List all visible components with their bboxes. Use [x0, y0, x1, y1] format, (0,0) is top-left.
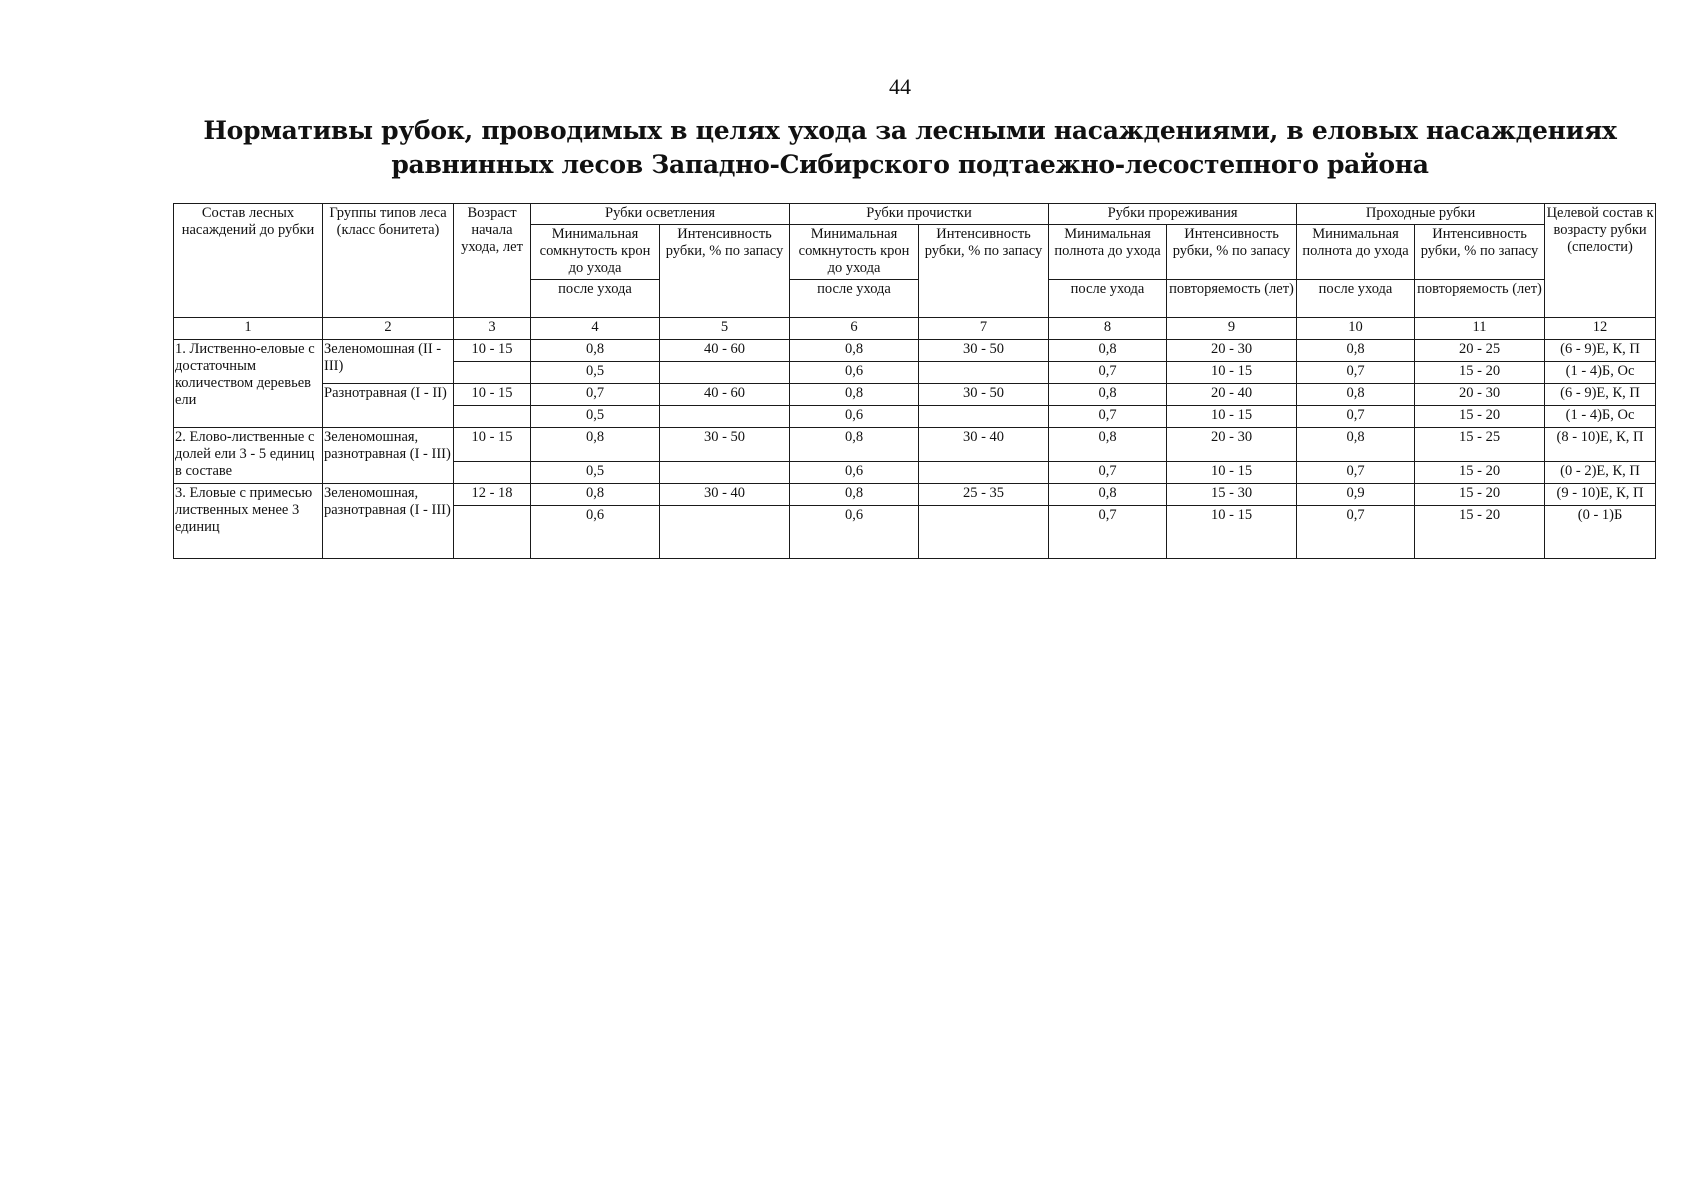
value-cell: 0,8	[1297, 340, 1415, 362]
value-cell: 15 - 20	[1415, 406, 1545, 428]
header-forest-type: Группы типов леса (класс бонитета)	[323, 204, 454, 318]
header-thinning-repeat: повторяемость (лет)	[1167, 280, 1297, 318]
age-cell	[454, 362, 531, 384]
value-cell: 30 - 50	[660, 428, 790, 462]
value-cell: 0,6	[790, 462, 919, 484]
age-cell: 10 - 15	[454, 384, 531, 406]
value-cell: 20 - 40	[1167, 384, 1297, 406]
target-cell: (0 - 2)Е, К, П	[1545, 462, 1656, 484]
value-cell: 0,8	[790, 428, 919, 462]
age-cell	[454, 462, 531, 484]
value-cell: 20 - 30	[1167, 428, 1297, 462]
value-cell	[660, 506, 790, 559]
forest-type-cell: Зеленомошная (II - III)	[323, 340, 454, 384]
title-line-2: равнинных лесов Западно-Сибирского подтаежно-лесостепного района	[391, 150, 1429, 179]
value-cell: 0,5	[531, 462, 660, 484]
column-number: 10	[1297, 318, 1415, 340]
value-cell	[660, 406, 790, 428]
target-cell: (9 - 10)Е, К, П	[1545, 484, 1656, 506]
value-cell: 0,8	[531, 340, 660, 362]
value-cell: 0,8	[790, 340, 919, 362]
value-cell: 0,7	[1297, 406, 1415, 428]
header-cleaning: Рубки прочистки	[790, 204, 1049, 225]
value-cell: 0,8	[790, 484, 919, 506]
value-cell: 0,8	[1049, 384, 1167, 406]
header-composition: Состав лесных насаждений до рубки	[174, 204, 323, 318]
value-cell	[919, 406, 1049, 428]
value-cell: 0,7	[1049, 406, 1167, 428]
column-number: 12	[1545, 318, 1656, 340]
value-cell: 30 - 50	[919, 384, 1049, 406]
composition-cell: 3. Еловые с примесью лиственных менее 3 единиц	[174, 484, 323, 559]
value-cell: 0,6	[790, 406, 919, 428]
target-cell: (1 - 4)Б, Ос	[1545, 406, 1656, 428]
page-title	[155, 114, 1665, 182]
value-cell: 0,8	[1297, 428, 1415, 462]
header-cleaning-after: после ухода	[790, 280, 919, 318]
value-cell: 0,8	[1049, 484, 1167, 506]
value-cell	[660, 462, 790, 484]
target-cell: (6 - 9)Е, К, П	[1545, 384, 1656, 406]
age-cell	[454, 506, 531, 559]
header-passage: Проходные рубки	[1297, 204, 1545, 225]
header-thinning-after: после ухода	[1049, 280, 1167, 318]
value-cell: 0,8	[531, 484, 660, 506]
age-cell: 12 - 18	[454, 484, 531, 506]
value-cell: 30 - 50	[919, 340, 1049, 362]
header-passage-intensity: Интенсивность рубки, % по запасу	[1415, 225, 1545, 280]
value-cell: 0,5	[531, 362, 660, 384]
composition-cell: 1. Лиственно-еловые с достаточным количеством деревьев ели	[174, 340, 323, 428]
target-cell: (6 - 9)Е, К, П	[1545, 340, 1656, 362]
header-cleaning-min-canopy: Минимальная сомкнутость крон до ухода	[790, 225, 919, 280]
value-cell: 0,7	[1049, 462, 1167, 484]
header-passage-repeat: повторяемость (лет)	[1415, 280, 1545, 318]
value-cell: 0,7	[1297, 506, 1415, 559]
header-clearing: Рубки осветления	[531, 204, 790, 225]
header-passage-after: после ухода	[1297, 280, 1415, 318]
value-cell: 0,6	[790, 362, 919, 384]
value-cell: 10 - 15	[1167, 362, 1297, 384]
value-cell: 0,8	[531, 428, 660, 462]
value-cell	[919, 462, 1049, 484]
value-cell: 15 - 20	[1415, 462, 1545, 484]
header-cleaning-intensity: Интенсивность рубки, % по запасу	[919, 225, 1049, 318]
forest-type-cell: Зеленомошная, разнотравная (I - III)	[323, 484, 454, 559]
column-number: 5	[660, 318, 790, 340]
column-number: 8	[1049, 318, 1167, 340]
value-cell: 0,5	[531, 406, 660, 428]
value-cell: 0,8	[790, 384, 919, 406]
target-cell: (1 - 4)Б, Ос	[1545, 362, 1656, 384]
value-cell: 25 - 35	[919, 484, 1049, 506]
age-cell	[454, 406, 531, 428]
value-cell: 15 - 20	[1415, 484, 1545, 506]
title-line-1: Нормативы рубок, проводимых в целях ухода за лесными насаждениями, в еловых насаждениях	[203, 116, 1617, 145]
value-cell: 40 - 60	[660, 384, 790, 406]
header-target: Целевой состав к возрасту рубки (спелости)	[1545, 204, 1656, 318]
column-number: 3	[454, 318, 531, 340]
value-cell: 0,7	[1297, 462, 1415, 484]
column-number: 1	[174, 318, 323, 340]
value-cell: 40 - 60	[660, 340, 790, 362]
value-cell: 20 - 25	[1415, 340, 1545, 362]
value-cell: 0,7	[1297, 362, 1415, 384]
page-number: 44	[889, 74, 911, 99]
header-passage-min-density: Минимальная полнота до ухода	[1297, 225, 1415, 280]
value-cell: 15 - 20	[1415, 362, 1545, 384]
column-number: 6	[790, 318, 919, 340]
value-cell: 10 - 15	[1167, 506, 1297, 559]
header-age: Возраст начала ухода, лет	[454, 204, 531, 318]
value-cell: 30 - 40	[660, 484, 790, 506]
column-number: 7	[919, 318, 1049, 340]
value-cell: 15 - 20	[1415, 506, 1545, 559]
forest-type-cell: Зеленомошная, разнотравная (I - III)	[323, 428, 454, 484]
value-cell	[919, 362, 1049, 384]
value-cell: 0,7	[1049, 506, 1167, 559]
column-number: 11	[1415, 318, 1545, 340]
value-cell: 0,8	[1049, 340, 1167, 362]
value-cell: 0,6	[790, 506, 919, 559]
header-clearing-min-canopy: Минимальная сомкнутость крон до ухода	[531, 225, 660, 280]
header-thinning-intensity: Интенсивность рубки, % по запасу	[1167, 225, 1297, 280]
table-row	[174, 340, 1656, 362]
column-number: 2	[323, 318, 454, 340]
header-thinning-min-density: Минимальная полнота до ухода	[1049, 225, 1167, 280]
header-thinning: Рубки прореживания	[1049, 204, 1297, 225]
table-row	[174, 484, 1656, 506]
value-cell: 0,6	[531, 506, 660, 559]
composition-cell: 2. Елово-лиственные с долей ели 3 - 5 единиц в составе	[174, 428, 323, 484]
value-cell: 10 - 15	[1167, 462, 1297, 484]
value-cell: 0,8	[1049, 428, 1167, 462]
table-body	[174, 204, 1656, 559]
value-cell	[919, 506, 1049, 559]
header-clearing-after: после ухода	[531, 280, 660, 318]
target-cell: (8 - 10)Е, К, П	[1545, 428, 1656, 462]
target-cell: (0 - 1)Б	[1545, 506, 1656, 559]
value-cell: 0,9	[1297, 484, 1415, 506]
value-cell: 20 - 30	[1415, 384, 1545, 406]
value-cell: 15 - 30	[1167, 484, 1297, 506]
value-cell: 10 - 15	[1167, 406, 1297, 428]
header-clearing-intensity: Интенсивность рубки, % по запасу	[660, 225, 790, 318]
value-cell	[660, 362, 790, 384]
table-row	[174, 428, 1656, 462]
value-cell: 20 - 30	[1167, 340, 1297, 362]
column-number-row	[174, 318, 1656, 340]
norms-table	[173, 203, 1656, 559]
age-cell: 10 - 15	[454, 340, 531, 362]
header-row-1	[174, 204, 1656, 225]
value-cell: 0,7	[531, 384, 660, 406]
column-number: 4	[531, 318, 660, 340]
table-row	[174, 384, 1656, 406]
age-cell: 10 - 15	[454, 428, 531, 462]
column-number: 9	[1167, 318, 1297, 340]
forest-type-cell: Разнотравная (I - II)	[323, 384, 454, 428]
value-cell: 0,7	[1049, 362, 1167, 384]
value-cell: 0,8	[1297, 384, 1415, 406]
value-cell: 15 - 25	[1415, 428, 1545, 462]
value-cell: 30 - 40	[919, 428, 1049, 462]
